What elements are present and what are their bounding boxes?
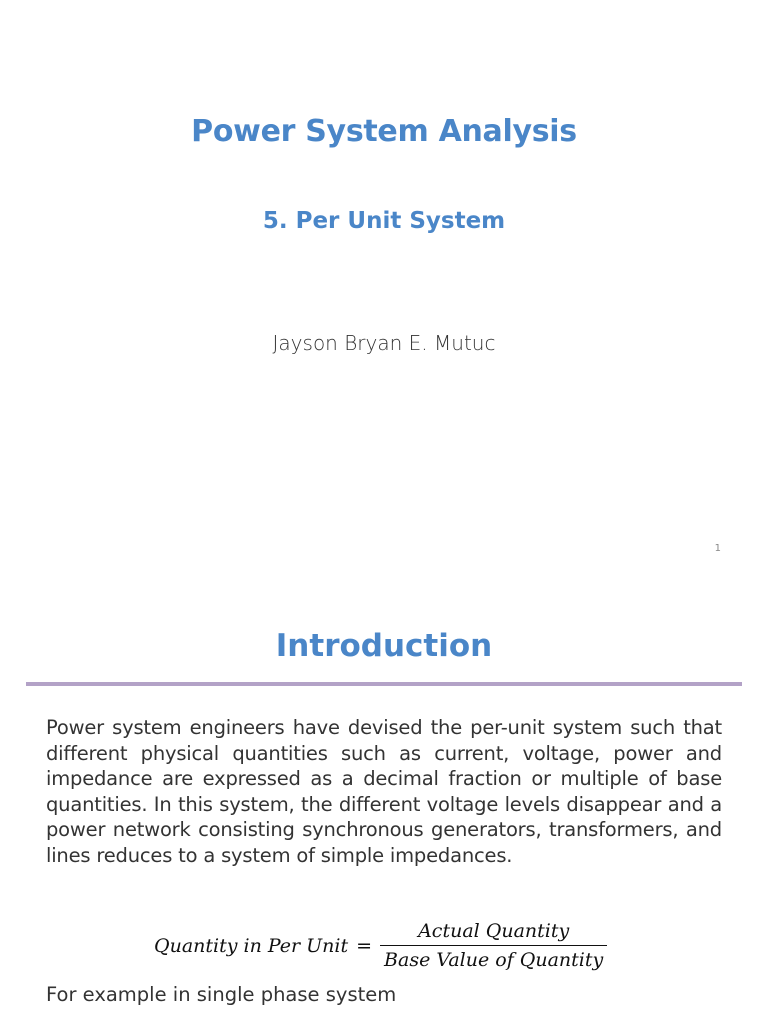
formula-denominator: Base Value of Quantity <box>384 949 604 971</box>
presentation-subtitle: 5. Per Unit System <box>262 208 506 234</box>
presentation-title: Power System Analysis <box>191 114 577 149</box>
heading-divider <box>26 682 742 686</box>
slide-heading: Introduction <box>275 628 493 664</box>
page-number: 1 <box>714 543 721 554</box>
introduction-slide <box>0 580 768 1024</box>
intro-paragraph: Power system engineers have devised the per-unit system such that different physical quantities such as current, voltage, power and impedance are expressed as a decimal fraction or multiple of base quantities. In this system, the different voltage levels disappear and a power network consisting synchronous generators, transformers, and lines reduces to a system of simple impedances. <box>46 716 722 867</box>
formula-numerator: Actual Quantity <box>418 920 570 942</box>
formula-equals: = <box>356 934 373 957</box>
per-unit-formula <box>154 920 607 971</box>
author-name: Jayson Bryan E. Mutuc <box>272 331 496 355</box>
example-text: For example in single phase system <box>46 983 397 1006</box>
formula-fraction <box>380 920 607 971</box>
formula-lhs: Quantity in Per Unit <box>154 934 349 957</box>
